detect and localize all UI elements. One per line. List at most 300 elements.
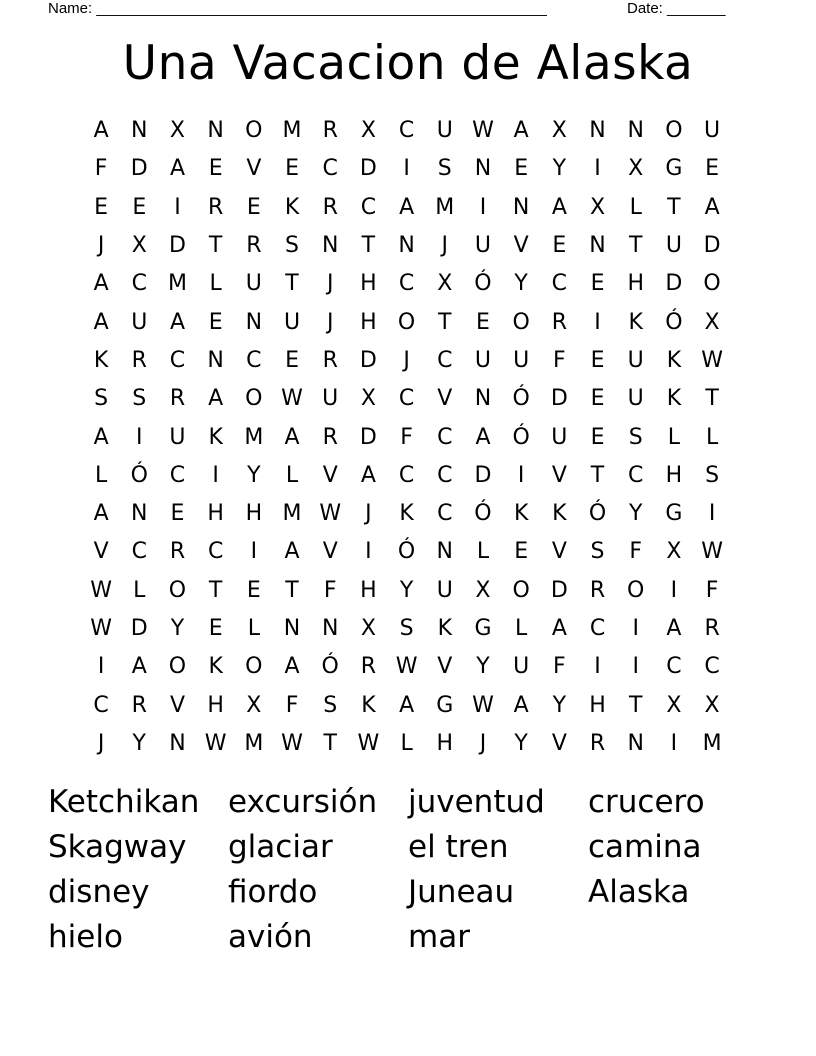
word-list-item: el tren (408, 829, 509, 865)
grid-letter: D (550, 577, 568, 603)
grid-row (82, 150, 747, 188)
word-list-item: Ketchikan (48, 784, 200, 820)
grid-letter: X (551, 118, 567, 144)
grid-letter: X (666, 692, 682, 718)
grid-letter: V (437, 654, 453, 680)
grid-letter: W (90, 577, 112, 603)
grid-letter: J (326, 309, 334, 335)
grid-letter: W (281, 386, 303, 412)
grid-row (82, 495, 747, 533)
grid-letter: X (704, 309, 720, 335)
grid-letter: D (168, 233, 186, 259)
grid-letter: N (207, 118, 224, 144)
grid-letter: O (512, 577, 530, 603)
grid-row (82, 380, 747, 418)
grid-letter: W (281, 730, 303, 756)
grid-letter: Ó (474, 501, 492, 527)
grid-letter: X (131, 233, 147, 259)
grid-letter: V (93, 539, 109, 565)
grid-letter: J (441, 233, 449, 259)
grid-letter: E (208, 309, 223, 335)
grid-letter: M (282, 118, 302, 144)
grid-letter: W (472, 118, 494, 144)
grid-row (82, 725, 747, 763)
grid-letter: U (436, 118, 453, 144)
grid-letter: K (361, 692, 376, 718)
grid-letter: H (627, 271, 644, 297)
grid-letter: A (93, 309, 109, 335)
grid-letter: Ó (588, 501, 607, 527)
grid-row (82, 418, 747, 456)
grid-letter: Ó (130, 462, 148, 488)
grid-letter: U (513, 654, 530, 680)
grid-letter: Ó (397, 539, 416, 565)
grid-letter: C (131, 271, 147, 297)
grid-letter: L (247, 616, 260, 641)
grid-letter: N (589, 118, 606, 144)
grid-letter: E (705, 156, 720, 182)
grid-letter: V (322, 539, 338, 565)
grid-letter: G (474, 616, 492, 641)
grid-letter: V (551, 539, 567, 565)
grid-letter: L (629, 194, 642, 220)
grid-row (82, 342, 747, 380)
grid-letter: C (93, 692, 109, 718)
grid-row (82, 227, 747, 265)
grid-letter: T (323, 730, 337, 756)
grid-letter: A (399, 692, 415, 718)
date-field: Date: _______ (627, 0, 726, 17)
grid-letter: X (360, 118, 376, 144)
grid-letter: U (283, 309, 301, 335)
grid-letter: S (399, 616, 414, 641)
grid-letter: Y (170, 616, 185, 641)
grid-letter: C (169, 347, 186, 373)
grid-letter: F (400, 424, 413, 450)
grid-letter: Y (552, 692, 567, 718)
grid-letter: X (666, 539, 682, 565)
grid-letter: A (513, 692, 529, 718)
word-list-item: avión (228, 919, 313, 955)
grid-letter: A (704, 194, 720, 220)
word-list-item: Juneau (408, 874, 515, 910)
grid-letter: A (399, 194, 415, 220)
grid-letter: C (437, 424, 453, 450)
grid-letter: T (705, 386, 719, 412)
grid-letter: N (398, 233, 415, 259)
grid-letter: A (169, 309, 185, 335)
grid-letter: W (204, 730, 227, 756)
grid-letter: A (284, 539, 300, 565)
grid-letter: O (703, 271, 721, 297)
grid-letter: C (398, 271, 415, 297)
grid-letter: T (667, 194, 681, 220)
grid-letter: I (632, 654, 639, 680)
grid-letter: Ó (321, 654, 339, 680)
grid-letter: J (479, 730, 487, 756)
name-field: Name: ______________________________________________________ (48, 0, 547, 17)
grid-letter: R (169, 386, 186, 412)
grid-row (82, 189, 747, 227)
grid-letter: T (208, 233, 223, 259)
grid-letter: I (517, 462, 525, 488)
grid-letter: M (702, 730, 722, 756)
word-list-item: fiordo (228, 874, 318, 910)
word-list-item: glaciar (228, 829, 333, 865)
grid-letter: E (590, 386, 605, 412)
grid-letter: L (667, 424, 681, 450)
grid-letter: H (589, 692, 606, 718)
grid-letter: E (552, 233, 567, 259)
grid-letter: U (627, 347, 644, 373)
grid-letter: A (284, 654, 300, 680)
grid-letter: O (665, 118, 683, 144)
grid-letter: J (326, 271, 334, 297)
grid-letter: I (479, 194, 487, 220)
grid-letter: T (628, 233, 643, 259)
grid-letter: D (550, 386, 568, 412)
grid-letter: N (627, 118, 644, 144)
grid-letter: C (360, 194, 377, 220)
grid-letter: Y (247, 462, 261, 488)
grid-letter: E (170, 501, 185, 527)
grid-letter: K (628, 309, 643, 335)
grid-letter: A (93, 118, 109, 144)
grid-letter: R (246, 233, 262, 259)
grid-letter: I (212, 462, 219, 488)
grid-letter: O (168, 654, 187, 680)
grid-letter: U (551, 424, 568, 450)
grid-letter: W (472, 692, 494, 718)
grid-letter: D (130, 616, 148, 641)
grid-letter: U (513, 347, 530, 373)
word-list-item: juventud (408, 784, 545, 820)
grid-letter: U (169, 424, 186, 450)
grid-letter: V (551, 462, 567, 488)
grid-letter: I (594, 309, 601, 335)
grid-letter: H (360, 309, 377, 335)
grid-row (82, 533, 747, 571)
grid-letter: A (93, 271, 109, 297)
grid-letter: H (207, 692, 224, 718)
grid-letter: F (285, 692, 299, 718)
word-list-item: disney (48, 874, 150, 910)
grid-letter: T (285, 271, 299, 297)
grid-letter: D (665, 271, 683, 297)
grid-letter: C (398, 462, 415, 488)
grid-letter: N (131, 118, 148, 144)
grid-letter: E (590, 347, 605, 373)
grid-letter: X (475, 577, 491, 603)
grid-letter: H (360, 271, 377, 297)
grid-letter: N (207, 347, 224, 373)
grid-letter: I (250, 539, 258, 565)
grid-letter: T (285, 577, 299, 603)
grid-letter: U (131, 309, 148, 335)
grid-letter: F (705, 577, 719, 603)
grid-letter: I (670, 577, 678, 603)
grid-letter: C (246, 347, 262, 373)
grid-letter: X (628, 156, 644, 182)
grid-letter: R (322, 118, 338, 144)
grid-letter: D (359, 424, 377, 450)
grid-letter: V (169, 692, 185, 718)
grid-letter: X (437, 271, 453, 297)
grid-letter: A (666, 616, 682, 641)
grid-letter: R (322, 347, 338, 373)
grid-letter: K (513, 501, 529, 527)
grid-letter: K (666, 386, 682, 412)
grid-letter: D (474, 462, 492, 488)
grid-letter: E (514, 156, 529, 182)
grid-letter: V (551, 730, 567, 756)
word-list-item: excursión (228, 784, 378, 820)
grid-letter: N (474, 386, 492, 412)
grid-letter: C (169, 462, 186, 488)
grid-letter: X (589, 194, 606, 220)
grid-letter: I (708, 501, 716, 527)
grid-letter: O (245, 118, 263, 144)
grid-letter: L (705, 424, 719, 450)
grid-letter: I (632, 616, 639, 641)
grid-letter: X (360, 386, 376, 412)
grid-letter: A (475, 424, 491, 450)
grid-letter: I (97, 654, 105, 680)
grid-letter: R (704, 616, 720, 641)
grid-letter: U (322, 386, 339, 412)
grid-letter: E (514, 539, 529, 565)
grid-letter: L (476, 539, 490, 565)
grid-letter: Y (132, 730, 146, 756)
page-title: Una Vacacion de Alaska (122, 36, 694, 91)
grid-letter: T (628, 692, 643, 718)
grid-letter: Y (552, 156, 567, 182)
grid-letter: L (285, 462, 299, 488)
grid-letter: E (285, 156, 299, 182)
grid-letter: K (208, 424, 223, 450)
grid-letter: S (132, 386, 147, 412)
grid-letter: E (285, 347, 299, 373)
grid-letter: C (666, 654, 682, 680)
grid-letter: I (670, 730, 678, 756)
grid-letter: S (590, 539, 605, 565)
grid-letter: E (208, 156, 223, 182)
grid-letter: A (284, 424, 300, 450)
grid-letter: M (244, 730, 264, 756)
grid-letter: M (167, 271, 187, 297)
grid-letter: L (94, 462, 108, 488)
grid-letter: U (245, 271, 262, 297)
grid-letter: R (322, 194, 338, 220)
grid-letter: N (474, 156, 492, 182)
grid-letter: I (594, 654, 601, 680)
grid-row (82, 457, 747, 495)
grid-letter: N (321, 233, 339, 259)
grid-letter: E (246, 577, 261, 603)
grid-letter: V (437, 386, 453, 412)
grid-letter: D (359, 156, 377, 182)
grid-letter: U (436, 577, 453, 603)
grid-row (82, 303, 747, 341)
grid-letter: R (589, 730, 606, 756)
grid-letter: Ó (665, 309, 683, 335)
grid-letter: H (207, 501, 224, 527)
grid-letter: X (169, 118, 185, 144)
grid-letter: S (94, 386, 109, 412)
grid-letter: W (319, 501, 342, 527)
grid-letter: W (395, 654, 418, 680)
grid-letter: K (552, 501, 567, 527)
grid-letter: A (169, 156, 185, 182)
grid-letter: W (701, 539, 723, 565)
grid-letter: M (244, 424, 264, 450)
grid-letter: D (359, 347, 377, 373)
grid-letter: C (322, 156, 338, 182)
grid-letter: H (436, 730, 454, 756)
word-list (48, 780, 768, 960)
grid-letter: J (97, 730, 105, 756)
grid-letter: X (246, 692, 262, 718)
grid-letter: U (474, 347, 492, 373)
grid-letter: R (208, 194, 224, 220)
grid-letter: L (515, 616, 528, 641)
grid-letter: E (246, 194, 261, 220)
grid-letter: C (398, 386, 415, 412)
grid-letter: R (169, 539, 186, 565)
grid-letter: Y (514, 271, 528, 297)
grid-letter: N (436, 539, 454, 565)
grid-letter: Y (476, 654, 490, 680)
grid-letter: V (513, 233, 529, 259)
grid-letter: S (285, 233, 300, 259)
grid-letter: T (361, 233, 376, 259)
grid-letter: W (701, 347, 723, 373)
grid-row (82, 112, 747, 150)
grid-letter: X (360, 616, 376, 641)
grid-letter: H (360, 577, 377, 603)
grid-letter: A (208, 386, 224, 412)
grid-letter: O (168, 577, 187, 603)
grid-letter: N (589, 233, 606, 259)
grid-letter: C (628, 462, 644, 488)
grid-letter: E (590, 271, 605, 297)
grid-letter: K (437, 616, 452, 641)
grid-letter: F (323, 577, 337, 603)
grid-letter: R (131, 692, 147, 718)
grid-letter: I (594, 156, 601, 182)
grid-letter: U (665, 233, 682, 259)
word-list-item: hielo (48, 919, 123, 955)
grid-letter: K (666, 347, 682, 373)
grid-letter: U (704, 118, 721, 144)
grid-letter: M (282, 501, 302, 527)
grid-row (82, 648, 747, 686)
grid-letter: O (245, 386, 263, 412)
grid-letter: D (130, 156, 148, 182)
grid-letter: K (284, 194, 300, 220)
grid-letter: W (357, 730, 380, 756)
grid-letter: V (322, 462, 338, 488)
grid-letter: G (436, 692, 454, 718)
word-list-item: camina (588, 829, 702, 865)
grid-letter: I (403, 156, 410, 182)
grid-letter: T (590, 462, 605, 488)
grid-letter: J (403, 347, 410, 373)
grid-letter: A (131, 654, 147, 680)
grid-letter: U (627, 386, 644, 412)
grid-letter: L (209, 271, 222, 297)
grid-letter: A (551, 194, 567, 220)
grid-letter: E (132, 194, 147, 220)
grid-letter: R (322, 424, 338, 450)
grid-letter: C (437, 347, 453, 373)
grid-letter: C (398, 118, 415, 144)
grid-letter: N (512, 194, 530, 220)
grid-letter: A (93, 424, 109, 450)
grid-letter: Y (514, 730, 528, 756)
grid-letter: G (665, 156, 683, 182)
grid-letter: C (589, 616, 606, 641)
grid-letter: I (136, 424, 143, 450)
grid-row (82, 686, 747, 724)
grid-letter: K (93, 347, 109, 373)
grid-letter: F (629, 539, 643, 565)
word-list-item: crucero (588, 784, 705, 820)
grid-letter: C (437, 462, 453, 488)
grid-letter: J (365, 501, 372, 527)
grid-letter: L (400, 730, 413, 756)
grid-letter: E (476, 309, 490, 335)
grid-letter: Ó (474, 271, 492, 297)
grid-letter: E (590, 424, 605, 450)
grid-letter: C (551, 271, 568, 297)
grid-letter: L (133, 577, 146, 603)
grid-letter: H (665, 462, 683, 488)
grid-letter: Ó (512, 386, 530, 412)
header-line (48, 0, 748, 18)
grid-letter: J (97, 233, 105, 259)
grid-letter: K (399, 501, 414, 527)
grid-letter: T (438, 309, 452, 335)
grid-letter: N (283, 616, 301, 641)
grid-letter: O (627, 577, 645, 603)
grid-letter: F (553, 347, 566, 373)
grid-letter: C (207, 539, 224, 565)
grid-letter: W (90, 616, 112, 641)
grid-letter: F (553, 654, 566, 680)
grid-letter: X (704, 692, 720, 718)
grid-letter: Y (399, 577, 414, 603)
grid-letter: E (208, 616, 223, 641)
grid-letter: F (94, 156, 108, 182)
grid-letter: Ó (512, 424, 530, 450)
grid-letter: O (397, 309, 416, 335)
grid-row (82, 610, 747, 648)
grid-letter: M (435, 194, 455, 220)
grid-letter: N (321, 616, 339, 641)
grid-letter: H (245, 501, 263, 527)
grid-letter: T (208, 577, 223, 603)
grid-letter: U (474, 233, 492, 259)
grid-letter: O (245, 654, 263, 680)
grid-letter: R (551, 309, 567, 335)
grid-letter: I (365, 539, 372, 565)
grid-letter: A (93, 501, 109, 527)
grid-row (82, 265, 747, 303)
grid-letter: C (437, 501, 453, 527)
grid-letter: I (174, 194, 181, 220)
grid-letter: R (360, 654, 377, 680)
